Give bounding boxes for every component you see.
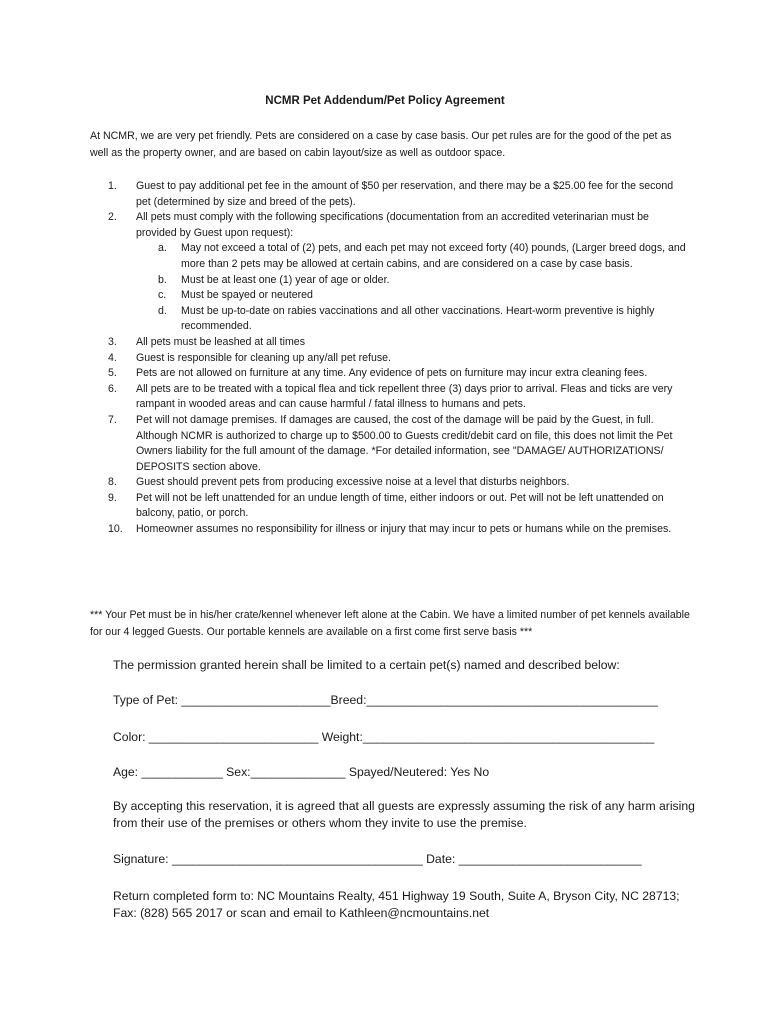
rule-item — [90, 382, 690, 413]
rule-number: 7. — [108, 413, 117, 426]
rule-number: 4. — [108, 351, 117, 364]
pet-color-weight-field[interactable]: Color: _________________________ Weight:___________________________________________ — [113, 730, 655, 744]
rule-text: All pets are to be treated with a topical flea and tick repellent three (3) days prior to arrival. Fleas and ticks are very rampant in wooded areas and can cause harmful / fatal illness to humans and pets. — [136, 382, 673, 411]
sub-rule-item — [90, 304, 690, 335]
rule-text: Pets are not allowed on furniture at any time. Any evidence of pets on furniture may incur extra cleaning fees. — [136, 367, 648, 380]
permission-statement: The permission granted herein shall be limited to a certain pet(s) named and described below: — [113, 658, 620, 672]
rule-number: 1. — [108, 180, 117, 192]
pet-rules-list — [90, 179, 690, 538]
rule-item — [90, 366, 690, 382]
rule-item — [90, 522, 690, 538]
crate-note: *** Your Pet must be in his/her crate/kennel whenever left alone at the Cabin. We have a limited number of pet kennels available for our 4 legged Guests. Our portable kennels are available on a first come first serve basis *** — [90, 609, 690, 638]
rule-text: Guest is responsible for cleaning up any/all pet refuse. — [136, 351, 391, 364]
signature-date-field[interactable]: Signature: _____________________________________ Date: ___________________________ — [113, 852, 642, 866]
rule-number: 6. — [108, 382, 117, 395]
sub-rule-letter: d. — [158, 304, 167, 317]
sub-rule-letter: a. — [158, 242, 167, 255]
return-instructions: Return completed form to: NC Mountains Realty, 451 Highway 19 South, Suite A, Bryson City, NC 28713; Fax: (828) 565 2017 or scan and email to Kathleen@ncmountains.net — [113, 889, 680, 920]
rule-number: 2. — [108, 211, 117, 224]
sub-rule-item — [90, 273, 690, 289]
document-title: NCMR Pet Addendum/Pet Policy Agreement — [265, 95, 505, 107]
rule-text: Guest should prevent pets from producing excessive noise at a level that disturbs neighbors. — [136, 476, 570, 489]
rule-number: 5. — [108, 367, 117, 380]
rule-number: 3. — [108, 335, 117, 348]
sub-rule-letter: c. — [158, 289, 167, 302]
sub-rule-text: Must be up-to-date on rabies vaccinations and all other vaccinations. Heart-worm preventive is highly recommended. — [181, 304, 655, 333]
rule-text: All pets must be leashed at all times — [136, 335, 305, 348]
risk-acceptance-text: By accepting this reservation, it is agreed that all guests are expressly assuming the risk of any harm arising from their use of the premises or others whom they invite to use the premise. — [113, 799, 695, 830]
rule-text: All pets must comply with the following specifications (documentation from an accredited veterinarian must be provided by Guest upon request): — [136, 211, 649, 239]
rule-item — [90, 335, 690, 351]
rule-item — [90, 475, 690, 491]
sub-rule-text: May not exceed a total of (2) pets, and each pet may not exceed forty (40) pounds, (Larger breed dogs, and more than 2 pets may be allowed at certain cabins, and are considered on a case by case basis. — [181, 242, 686, 270]
rule-number: 10. — [108, 523, 123, 536]
sub-rule-letter: b. — [158, 273, 167, 286]
rule-item — [90, 491, 690, 522]
rule-item — [90, 413, 690, 475]
pet-type-breed-field[interactable]: Type of Pet: ______________________Breed:___________________________________________ — [113, 693, 658, 707]
rule-number: 8. — [108, 476, 117, 489]
rule-text: Pet will not be left unattended for an undue length of time, either indoors or out. Pet will not be left unattended on balcony, patio, or porch. — [136, 491, 664, 520]
sub-rule-text: Must be at least one (1) year of age or older. — [181, 273, 390, 286]
intro-paragraph: At NCMR, we are very pet friendly. Pets are considered on a case by case basis. Our pet rules are for the good of the pet as well as the property owner, and are based on cabin layout/size as well as outdoor space. — [90, 130, 672, 159]
rule-item — [90, 351, 690, 367]
rule-text: Homeowner assumes no responsibility for illness or injury that may incur to pets or humans while on the premises. — [136, 523, 672, 536]
rule-text: Pet will not damage premises. If damages are caused, the cost of the damage will be paid by the Guest, in full. Although NCMR is authorized to charge up to $500.00 to Guests credit/debit card on file, this does not limit the Pet Owners liability for the full amount of the damage. *For detailed information, see "DAMAGE/ AUTHORIZATIONS/ DEPOSITS section above. — [136, 413, 673, 473]
pet-age-sex-spayed-field[interactable]: Age: ____________ Sex:______________ Spayed/Neutered: Yes No — [113, 765, 490, 779]
sub-rule-item — [90, 241, 690, 272]
sub-rule-item — [90, 288, 690, 304]
rule-text: Guest to pay additional pet fee in the amount of $50 per reservation, and there may be a $25.00 fee for the second pet (determined by size and breed of the pets). — [136, 180, 674, 208]
rule-number: 9. — [108, 491, 117, 504]
rule-item — [90, 179, 690, 210]
sub-rule-text: Must be spayed or neutered — [181, 289, 313, 302]
rule-item — [90, 210, 690, 335]
